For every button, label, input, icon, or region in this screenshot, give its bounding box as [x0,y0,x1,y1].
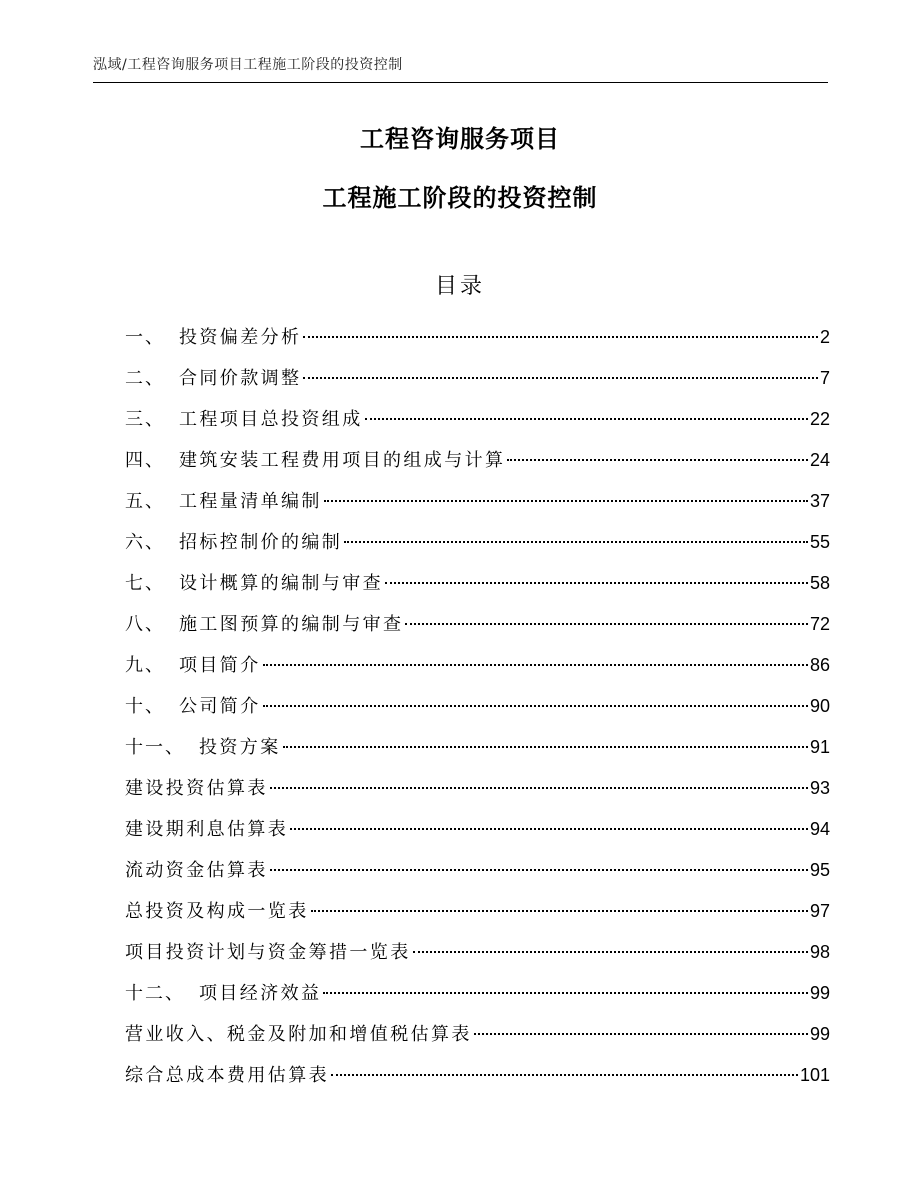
toc-entry-page: 95 [809,860,830,880]
toc-dot-leader [270,787,808,789]
header-divider [93,82,828,83]
toc-dot-leader [413,951,808,953]
toc-entry[interactable] [125,607,830,648]
toc-entry-label: 项目简介 [179,655,261,676]
toc-dot-leader [283,746,808,748]
toc-entry-number: 九、 [125,655,165,676]
toc-entry-label: 流动资金估算表 [125,860,268,881]
document-title-line-2: 工程施工阶段的投资控制 [322,184,598,212]
toc-entry-page: 24 [809,450,830,470]
toc-entry-number: 一、 [125,327,165,348]
toc-dot-leader [324,500,808,502]
toc-entry[interactable] [125,443,830,484]
toc-dot-leader [270,869,808,871]
toc-entry-label: 工程量清单编制 [179,491,322,512]
toc-entry-page: 97 [809,901,830,921]
toc-entry-label: 建设期利息估算表 [125,819,289,840]
toc-entry-label: 投资方案 [199,737,281,758]
toc-entry-page: 72 [809,614,830,634]
toc-entry[interactable] [125,1058,830,1099]
toc-dot-leader [263,664,808,666]
toc-entry-label: 项目经济效益 [199,983,322,1004]
toc-entry-label: 合同价款调整 [179,368,302,389]
toc-entry-number: 十一、 [125,737,185,758]
toc-entry[interactable] [125,771,830,812]
toc-entry-page: 2 [819,327,830,347]
toc-entry-page: 99 [809,1024,830,1044]
toc-entry-number: 二、 [125,368,165,389]
toc-dot-leader [344,541,808,543]
toc-entry-page: 37 [809,491,830,511]
toc-entry-label: 招标控制价的编制 [179,532,343,553]
toc-entry-number: 七、 [125,573,165,594]
toc-entry-label: 项目投资计划与资金筹措一览表 [125,942,411,963]
toc-dot-leader [303,377,818,379]
toc-entry-number: 三、 [125,409,165,430]
toc-entry-page: 99 [809,983,830,1003]
toc-dot-leader [290,828,808,830]
toc-entry-number: 六、 [125,532,165,553]
toc-heading: 目录 [434,274,485,299]
toc-entry-page: 91 [809,737,830,757]
toc-entry-label: 施工图预算的编制与审查 [179,614,404,635]
toc-dot-leader [405,623,808,625]
toc-entry-page: 93 [809,778,830,798]
toc-dot-leader [311,910,808,912]
toc-entry-number: 五、 [125,491,165,512]
toc-entry-label: 投资偏差分析 [179,327,302,348]
toc-entry-label: 综合总成本费用估算表 [125,1065,329,1086]
toc-entry-label: 公司简介 [179,696,261,717]
toc-dot-leader [303,336,818,338]
toc-entry-page: 94 [809,819,830,839]
toc-entry[interactable] [125,361,830,402]
toc-entry[interactable] [125,402,830,443]
toc-entry-label: 建筑安装工程费用项目的组成与计算 [179,450,506,471]
toc-entry[interactable] [125,320,830,361]
toc-entry-number: 十二、 [125,983,185,1004]
toc-entry-label: 工程项目总投资组成 [179,409,363,430]
toc-entry[interactable] [125,689,830,730]
toc-entry-number: 八、 [125,614,165,635]
toc-entry[interactable] [125,566,830,607]
toc-dot-leader [365,418,808,420]
toc-entry[interactable] [125,812,830,853]
toc-dot-leader [385,582,808,584]
toc-dot-leader [474,1033,808,1035]
toc-entry[interactable] [125,935,830,976]
toc-entry[interactable] [125,853,830,894]
toc-entry[interactable] [125,976,830,1017]
toc-entry[interactable] [125,648,830,689]
toc-entry-label: 营业收入、税金及附加和增值税估算表 [125,1024,472,1045]
toc-entry[interactable] [125,484,830,525]
toc-entry-page: 58 [809,573,830,593]
toc-entry-page: 90 [809,696,830,716]
toc-entry-label: 总投资及构成一览表 [125,901,309,922]
table-of-contents [125,320,830,1099]
toc-dot-leader [331,1074,798,1076]
toc-dot-leader [323,992,808,994]
toc-dot-leader [263,705,808,707]
toc-entry-number: 四、 [125,450,165,471]
toc-entry[interactable] [125,894,830,935]
toc-dot-leader [507,459,808,461]
toc-entry[interactable] [125,1017,830,1058]
toc-entry-page: 98 [809,942,830,962]
toc-entry-page: 7 [819,368,830,388]
toc-entry-page: 101 [799,1065,830,1085]
toc-entry-page: 22 [809,409,830,429]
toc-entry-label: 建设投资估算表 [125,778,268,799]
toc-entry-label: 设计概算的编制与审查 [179,573,383,594]
toc-entry[interactable] [125,730,830,771]
toc-entry-number: 十、 [125,696,165,717]
toc-entry[interactable] [125,525,830,566]
toc-entry-page: 55 [809,532,830,552]
document-title-line-1: 工程咨询服务项目 [360,125,560,153]
running-header: 泓域/工程咨询服务项目工程施工阶段的投资控制 [93,57,403,73]
toc-entry-page: 86 [809,655,830,675]
